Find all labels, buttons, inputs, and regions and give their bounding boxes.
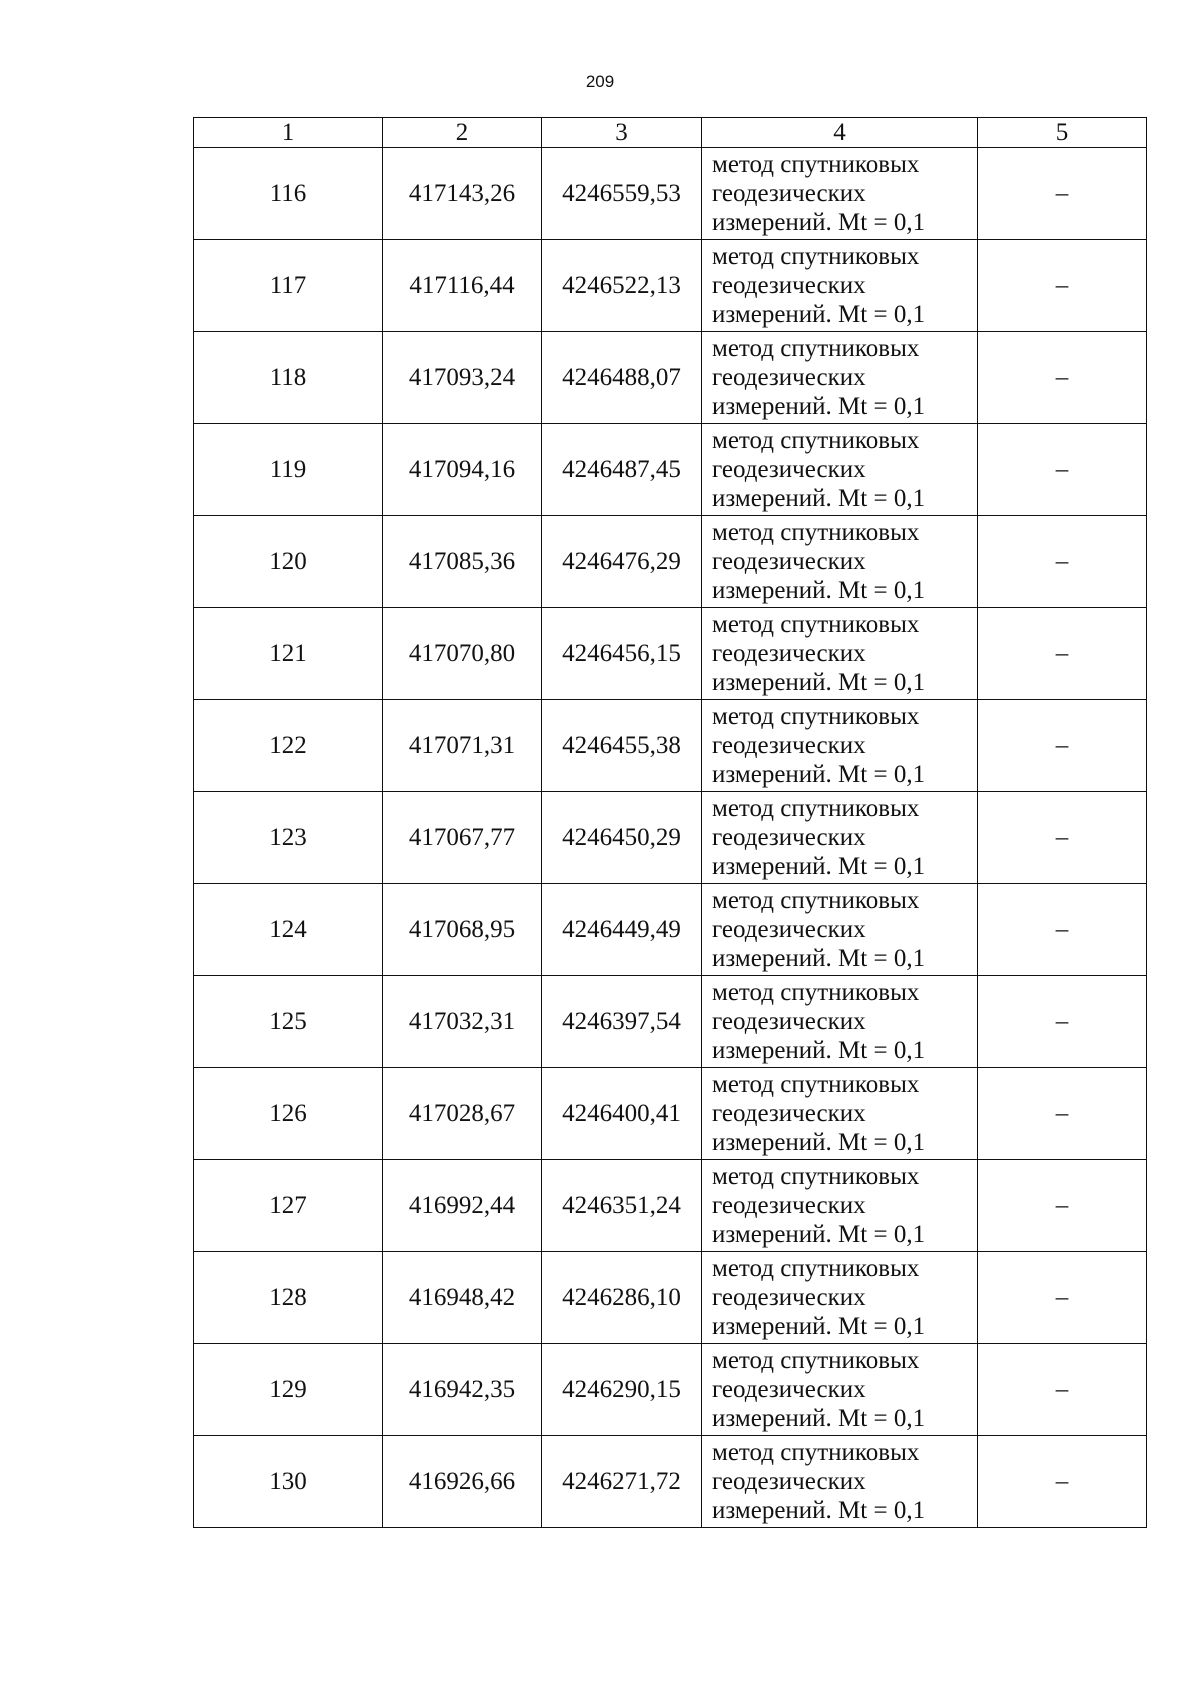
method-cell [702, 332, 978, 424]
method-cell [702, 792, 978, 884]
method-cell [702, 424, 978, 516]
method-cell [702, 884, 978, 976]
point-number-cell: 127 [194, 1160, 383, 1252]
method-line: метод спутниковых [712, 703, 920, 730]
note-cell: – [978, 976, 1147, 1068]
method-line: метод спутниковых [712, 795, 920, 822]
x-coordinate-cell: 417085,36 [383, 516, 542, 608]
y-coordinate-cell: 4246456,15 [542, 608, 702, 700]
point-number-cell: 128 [194, 1252, 383, 1344]
point-number-cell: 124 [194, 884, 383, 976]
header-col-3: 3 [542, 118, 702, 148]
point-number-cell: 120 [194, 516, 383, 608]
method-line: геодезических [712, 180, 866, 207]
method-line: измерений. Mt = 0,1 [712, 1037, 926, 1064]
page-number: 209 [585, 72, 615, 91]
method-cell [702, 1160, 978, 1252]
method-line: геодезических [712, 1376, 866, 1403]
method-line: метод спутниковых [712, 427, 920, 454]
note-cell: – [978, 608, 1147, 700]
point-number-cell: 119 [194, 424, 383, 516]
note-cell: – [978, 1068, 1147, 1160]
method-line: измерений. Mt = 0,1 [712, 1129, 926, 1156]
table-row [194, 792, 1147, 884]
x-coordinate-cell: 417093,24 [383, 332, 542, 424]
method-cell [702, 240, 978, 332]
x-coordinate-cell: 416992,44 [383, 1160, 542, 1252]
x-coordinate-cell: 416942,35 [383, 1344, 542, 1436]
x-coordinate-cell: 416948,42 [383, 1252, 542, 1344]
x-coordinate-cell: 417143,26 [383, 148, 542, 240]
method-line: измерений. Mt = 0,1 [712, 853, 926, 880]
method-line: измерений. Mt = 0,1 [712, 1221, 926, 1248]
x-coordinate-cell: 417071,31 [383, 700, 542, 792]
method-line: измерений. Mt = 0,1 [712, 485, 926, 512]
method-line: геодезических [712, 824, 866, 851]
y-coordinate-cell: 4246488,07 [542, 332, 702, 424]
method-line: измерений. Mt = 0,1 [712, 301, 926, 328]
x-coordinate-cell: 416926,66 [383, 1436, 542, 1528]
method-cell [702, 1436, 978, 1528]
table-row [194, 148, 1147, 240]
method-cell [702, 700, 978, 792]
y-coordinate-cell: 4246449,49 [542, 884, 702, 976]
method-line: метод спутниковых [712, 519, 920, 546]
note-cell: – [978, 516, 1147, 608]
point-number-cell: 130 [194, 1436, 383, 1528]
method-cell [702, 148, 978, 240]
y-coordinate-cell: 4246487,45 [542, 424, 702, 516]
method-line: метод спутниковых [712, 1255, 920, 1282]
header-col-1: 1 [194, 118, 383, 148]
table-row [194, 516, 1147, 608]
header-col-5: 5 [978, 118, 1147, 148]
point-number-cell: 123 [194, 792, 383, 884]
method-line: измерений. Mt = 0,1 [712, 1497, 926, 1524]
method-line: геодезических [712, 272, 866, 299]
method-line: метод спутниковых [712, 151, 920, 178]
method-line: измерений. Mt = 0,1 [712, 761, 926, 788]
table-row [194, 884, 1147, 976]
method-line: метод спутниковых [712, 611, 920, 638]
method-line: метод спутниковых [712, 243, 920, 270]
table-row [194, 1160, 1147, 1252]
x-coordinate-cell: 417028,67 [383, 1068, 542, 1160]
point-number-cell: 125 [194, 976, 383, 1068]
note-cell: – [978, 1436, 1147, 1528]
note-cell: – [978, 424, 1147, 516]
header-row [194, 118, 1147, 148]
coordinates-table [193, 117, 1147, 1528]
y-coordinate-cell: 4246290,15 [542, 1344, 702, 1436]
table-header [194, 118, 1147, 148]
point-number-cell: 118 [194, 332, 383, 424]
point-number-cell: 122 [194, 700, 383, 792]
x-coordinate-cell: 417116,44 [383, 240, 542, 332]
method-line: измерений. Mt = 0,1 [712, 209, 926, 236]
table-row [194, 1436, 1147, 1528]
method-line: измерений. Mt = 0,1 [712, 1405, 926, 1432]
method-line: метод спутниковых [712, 1071, 920, 1098]
method-line: метод спутниковых [712, 979, 920, 1006]
method-line: геодезических [712, 640, 866, 667]
method-line: метод спутниковых [712, 1439, 920, 1466]
x-coordinate-cell: 417067,77 [383, 792, 542, 884]
note-cell: – [978, 1344, 1147, 1436]
note-cell: – [978, 792, 1147, 884]
note-cell: – [978, 700, 1147, 792]
point-number-cell: 129 [194, 1344, 383, 1436]
method-line: геодезических [712, 1100, 866, 1127]
point-number-cell: 126 [194, 1068, 383, 1160]
note-cell: – [978, 1160, 1147, 1252]
method-line: метод спутниковых [712, 335, 920, 362]
y-coordinate-cell: 4246522,13 [542, 240, 702, 332]
x-coordinate-cell: 417070,80 [383, 608, 542, 700]
method-cell [702, 608, 978, 700]
method-line: геодезических [712, 456, 866, 483]
method-line: метод спутниковых [712, 1347, 920, 1374]
y-coordinate-cell: 4246397,54 [542, 976, 702, 1068]
note-cell: – [978, 148, 1147, 240]
method-line: измерений. Mt = 0,1 [712, 393, 926, 420]
x-coordinate-cell: 417032,31 [383, 976, 542, 1068]
note-cell: – [978, 1252, 1147, 1344]
method-cell [702, 516, 978, 608]
y-coordinate-cell: 4246286,10 [542, 1252, 702, 1344]
method-line: геодезических [712, 1008, 866, 1035]
method-line: измерений. Mt = 0,1 [712, 669, 926, 696]
note-cell: – [978, 884, 1147, 976]
method-line: метод спутниковых [712, 1163, 920, 1190]
method-line: измерений. Mt = 0,1 [712, 1313, 926, 1340]
point-number-cell: 117 [194, 240, 383, 332]
method-line: метод спутниковых [712, 887, 920, 914]
method-cell [702, 976, 978, 1068]
y-coordinate-cell: 4246455,38 [542, 700, 702, 792]
header-col-2: 2 [383, 118, 542, 148]
method-line: измерений. Mt = 0,1 [712, 577, 926, 604]
method-line: геодезических [712, 364, 866, 391]
method-line: геодезических [712, 732, 866, 759]
table-row [194, 608, 1147, 700]
table-row [194, 1068, 1147, 1160]
point-number-cell: 121 [194, 608, 383, 700]
method-line: измерений. Mt = 0,1 [712, 945, 926, 972]
y-coordinate-cell: 4246450,29 [542, 792, 702, 884]
method-cell [702, 1344, 978, 1436]
x-coordinate-cell: 417094,16 [383, 424, 542, 516]
table-row [194, 700, 1147, 792]
method-line: геодезических [712, 916, 866, 943]
note-cell: – [978, 332, 1147, 424]
y-coordinate-cell: 4246351,24 [542, 1160, 702, 1252]
method-line: геодезических [712, 1284, 866, 1311]
point-number-cell: 116 [194, 148, 383, 240]
table-row [194, 1252, 1147, 1344]
table-body [194, 148, 1147, 1528]
table-row [194, 240, 1147, 332]
y-coordinate-cell: 4246400,41 [542, 1068, 702, 1160]
method-cell [702, 1068, 978, 1160]
note-cell: – [978, 240, 1147, 332]
table-row [194, 332, 1147, 424]
method-line: геодезических [712, 548, 866, 575]
x-coordinate-cell: 417068,95 [383, 884, 542, 976]
header-col-4: 4 [702, 118, 978, 148]
table-row [194, 1344, 1147, 1436]
method-line: геодезических [712, 1192, 866, 1219]
table-row [194, 424, 1147, 516]
table-row [194, 976, 1147, 1068]
y-coordinate-cell: 4246559,53 [542, 148, 702, 240]
method-cell [702, 1252, 978, 1344]
method-line: геодезических [712, 1468, 866, 1495]
y-coordinate-cell: 4246476,29 [542, 516, 702, 608]
y-coordinate-cell: 4246271,72 [542, 1436, 702, 1528]
